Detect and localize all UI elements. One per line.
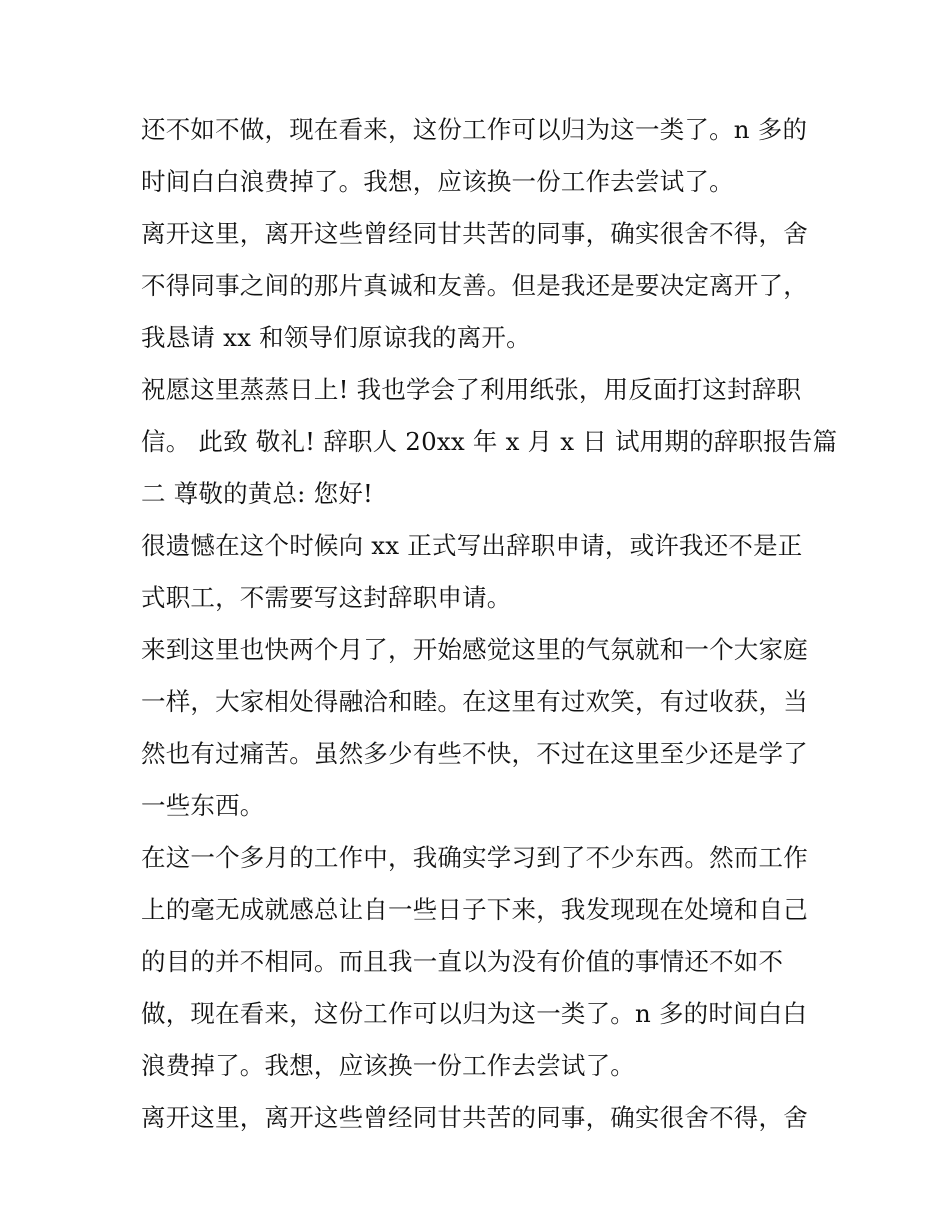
- text-line: 不得同事之间的那片真诚和友善。但是我还是要决定离开了，: [141, 271, 808, 300]
- text-line: 一样，大家相处得融洽和睦。在这里有过欢笑，有过收获，当: [141, 687, 808, 716]
- text-line: 来到这里也快两个月了，开始感觉这里的气氛就和一个大家庭: [141, 635, 808, 664]
- text-line: 离开这里，离开这些曾经同甘共苦的同事，确实很舍不得，舍: [141, 1103, 808, 1132]
- text-line: 信。 此致 敬礼! 辞职人 20xx 年 x 月 x 日 试用期的辞职报告篇: [141, 427, 838, 456]
- text-line: 我恳请 xx 和领导们原谅我的离开。: [141, 323, 531, 352]
- text-line: 式职工，不需要写这封辞职申请。: [141, 583, 512, 612]
- text-line: 上的毫无成就感总让自一些日子下来，我发现现在处境和自己: [141, 895, 808, 924]
- text-line: 的目的并不相同。而且我一直以为没有价值的事情还不如不: [141, 947, 784, 976]
- text-line: 很遗憾在这个时候向 xx 正式写出辞职申请，或许我还不是正: [141, 531, 803, 560]
- text-line: 一些东西。: [141, 791, 265, 820]
- text-line: 还不如不做，现在看来，这份工作可以归为这一类了。n 多的: [141, 115, 808, 144]
- text-line: 祝愿这里蒸蒸日上! 我也学会了利用纸张，用反面打这封辞职: [141, 375, 802, 404]
- text-line: 在这一个多月的工作中，我确实学习到了不少东西。然而工作: [141, 843, 808, 872]
- text-line: 浪费掉了。我想，应该换一份工作去尝试了。: [141, 1051, 635, 1080]
- text-line: 时间白白浪费掉了。我想，应该换一份工作去尝试了。: [141, 167, 734, 196]
- text-line: 二 尊敬的黄总: 您好!: [141, 479, 374, 508]
- text-line: 做，现在看来，这份工作可以归为这一类了。n 多的时间白白: [141, 999, 808, 1028]
- text-line: 然也有过痛苦。虽然多少有些不快，不过在这里至少还是学了: [141, 739, 808, 768]
- text-line: 离开这里，离开这些曾经同甘共苦的同事，确实很舍不得，舍: [141, 219, 808, 248]
- document-body: [141, 104, 838, 1144]
